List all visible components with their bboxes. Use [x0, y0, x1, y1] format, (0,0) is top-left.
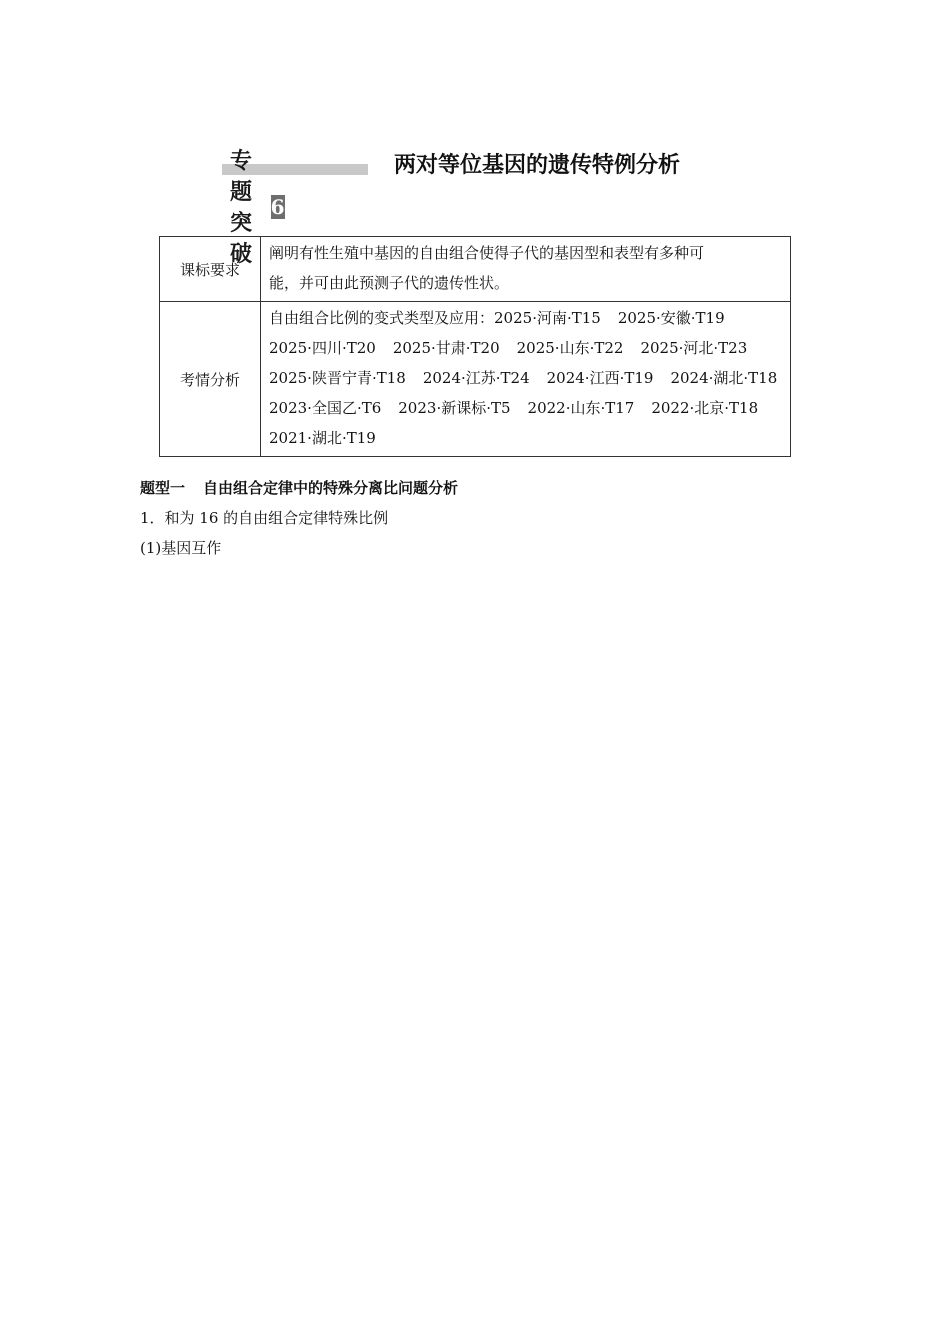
badge-label: 专题突破 [230, 149, 253, 267]
exam-ref: 2025·山东·T22 [516, 339, 624, 357]
exam-ref: 2023·全国乙·T6 [269, 399, 382, 417]
exam-intro: 自由组合比例的变式类型及应用： [269, 309, 495, 327]
row-label-requirements: 课标要求 [160, 237, 261, 302]
table-row-exam-analysis [160, 302, 791, 457]
requirements-line: 阐明有性生殖中基因的自由组合使得子代的基因型和表型有多种可 [269, 244, 705, 262]
exam-ref: 2022·北京·T18 [651, 399, 759, 417]
section-heading [140, 477, 458, 498]
exam-ref: 2024·江苏·T24 [422, 369, 530, 387]
exam-ref: 2025·甘肃·T20 [392, 339, 500, 357]
page-title: 两对等位基因的遗传特例分析 [394, 153, 681, 178]
exam-ref: 2024·湖北·T18 [670, 369, 778, 387]
sub-item: (1)基因互作 [140, 539, 222, 557]
curriculum-info-table [159, 236, 791, 457]
badge-number: 6 [270, 195, 285, 219]
numbered-item: 1．和为 16 的自由组合定律特殊比例 [140, 509, 389, 527]
exam-ref-line [269, 363, 782, 393]
exam-ref: 2022·山东·T17 [527, 399, 635, 417]
exam-ref: 2023·新课标·T5 [398, 399, 511, 417]
exam-analysis-content [261, 302, 791, 457]
exam-ref: 2025·河北·T23 [640, 339, 748, 357]
exam-ref: 2021·湖北·T19 [269, 429, 376, 447]
requirements-line: 能，并可由此预测子代的遗传性状。 [269, 274, 510, 292]
exam-ref: 2025·四川·T20 [269, 339, 376, 357]
exam-ref-line [269, 303, 782, 333]
section-heading-text: 自由组合定律中的特殊分离比问题分析 [203, 479, 459, 497]
exam-ref-line [269, 423, 782, 453]
exam-ref: 2024·江西·T19 [546, 369, 654, 387]
exam-ref: 2025·安徽·T19 [617, 309, 725, 327]
exam-ref: 2025·陕晋宁青·T18 [269, 369, 406, 387]
row-label-exam-analysis: 考情分析 [160, 302, 261, 457]
section-heading-prefix: 题型一 [140, 479, 186, 497]
exam-ref: 2025·河南·T15 [494, 309, 601, 327]
requirements-content [261, 237, 791, 302]
exam-ref-line [269, 393, 782, 423]
table-row-requirements [160, 237, 791, 302]
exam-ref-line [269, 333, 782, 363]
